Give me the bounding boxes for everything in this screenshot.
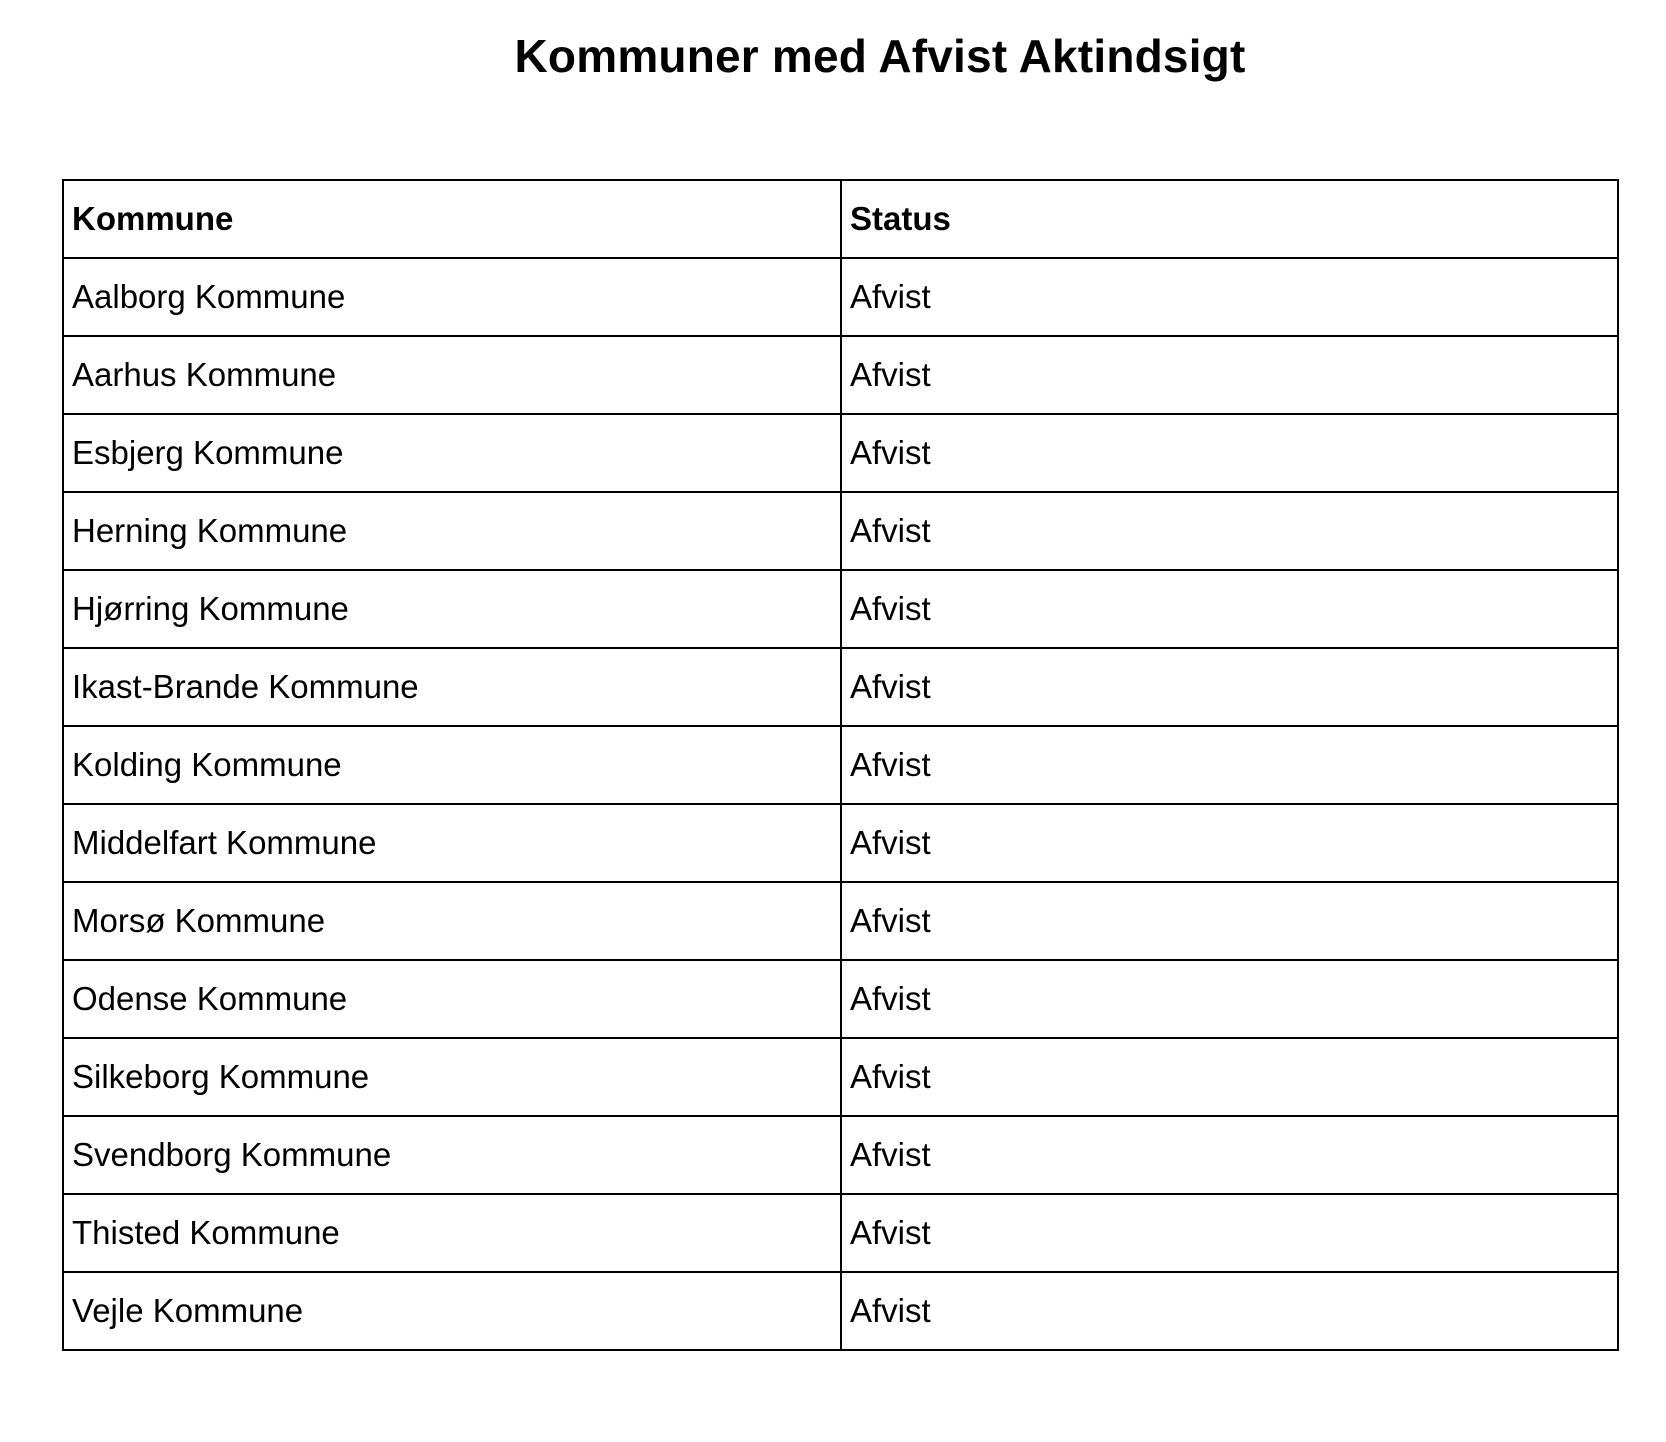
table-body bbox=[63, 258, 1618, 1350]
status-cell: Afvist bbox=[841, 1194, 1618, 1272]
status-cell: Afvist bbox=[841, 414, 1618, 492]
table-row bbox=[63, 1272, 1618, 1350]
kommune-cell: Aarhus Kommune bbox=[63, 336, 841, 414]
status-cell: Afvist bbox=[841, 1116, 1618, 1194]
table-row bbox=[63, 1116, 1618, 1194]
status-cell: Afvist bbox=[841, 648, 1618, 726]
kommune-cell: Hjørring Kommune bbox=[63, 570, 841, 648]
table-row bbox=[63, 492, 1618, 570]
table-row bbox=[63, 726, 1618, 804]
status-cell: Afvist bbox=[841, 882, 1618, 960]
status-cell: Afvist bbox=[841, 804, 1618, 882]
table-row bbox=[63, 648, 1618, 726]
kommune-status-table bbox=[62, 179, 1619, 1351]
table-row bbox=[63, 336, 1618, 414]
kommune-cell: Svendborg Kommune bbox=[63, 1116, 841, 1194]
kommune-cell: Ikast-Brande Kommune bbox=[63, 648, 841, 726]
table-row bbox=[63, 804, 1618, 882]
kommune-cell: Morsø Kommune bbox=[63, 882, 841, 960]
page-title: Kommuner med Afvist Aktindsigt bbox=[514, 30, 1246, 82]
status-cell: Afvist bbox=[841, 1038, 1618, 1116]
table-row bbox=[63, 258, 1618, 336]
table-row bbox=[63, 960, 1618, 1038]
column-header-kommune: Kommune bbox=[63, 180, 841, 258]
table-row bbox=[63, 1194, 1618, 1272]
status-cell: Afvist bbox=[841, 492, 1618, 570]
status-cell: Afvist bbox=[841, 258, 1618, 336]
status-cell: Afvist bbox=[841, 726, 1618, 804]
column-header-status: Status bbox=[841, 180, 1618, 258]
status-cell: Afvist bbox=[841, 1272, 1618, 1350]
kommune-cell: Esbjerg Kommune bbox=[63, 414, 841, 492]
table-row bbox=[63, 414, 1618, 492]
table-container bbox=[62, 179, 1617, 1351]
kommune-cell: Herning Kommune bbox=[63, 492, 841, 570]
kommune-cell: Vejle Kommune bbox=[63, 1272, 841, 1350]
table-row bbox=[63, 570, 1618, 648]
status-cell: Afvist bbox=[841, 336, 1618, 414]
kommune-cell: Silkeborg Kommune bbox=[63, 1038, 841, 1116]
kommune-cell: Kolding Kommune bbox=[63, 726, 841, 804]
table-row bbox=[63, 882, 1618, 960]
status-cell: Afvist bbox=[841, 960, 1618, 1038]
kommune-cell: Aalborg Kommune bbox=[63, 258, 841, 336]
kommune-cell: Odense Kommune bbox=[63, 960, 841, 1038]
table-header-row bbox=[63, 180, 1618, 258]
kommune-cell: Thisted Kommune bbox=[63, 1194, 841, 1272]
status-cell: Afvist bbox=[841, 570, 1618, 648]
kommune-cell: Middelfart Kommune bbox=[63, 804, 841, 882]
table-row bbox=[63, 1038, 1618, 1116]
